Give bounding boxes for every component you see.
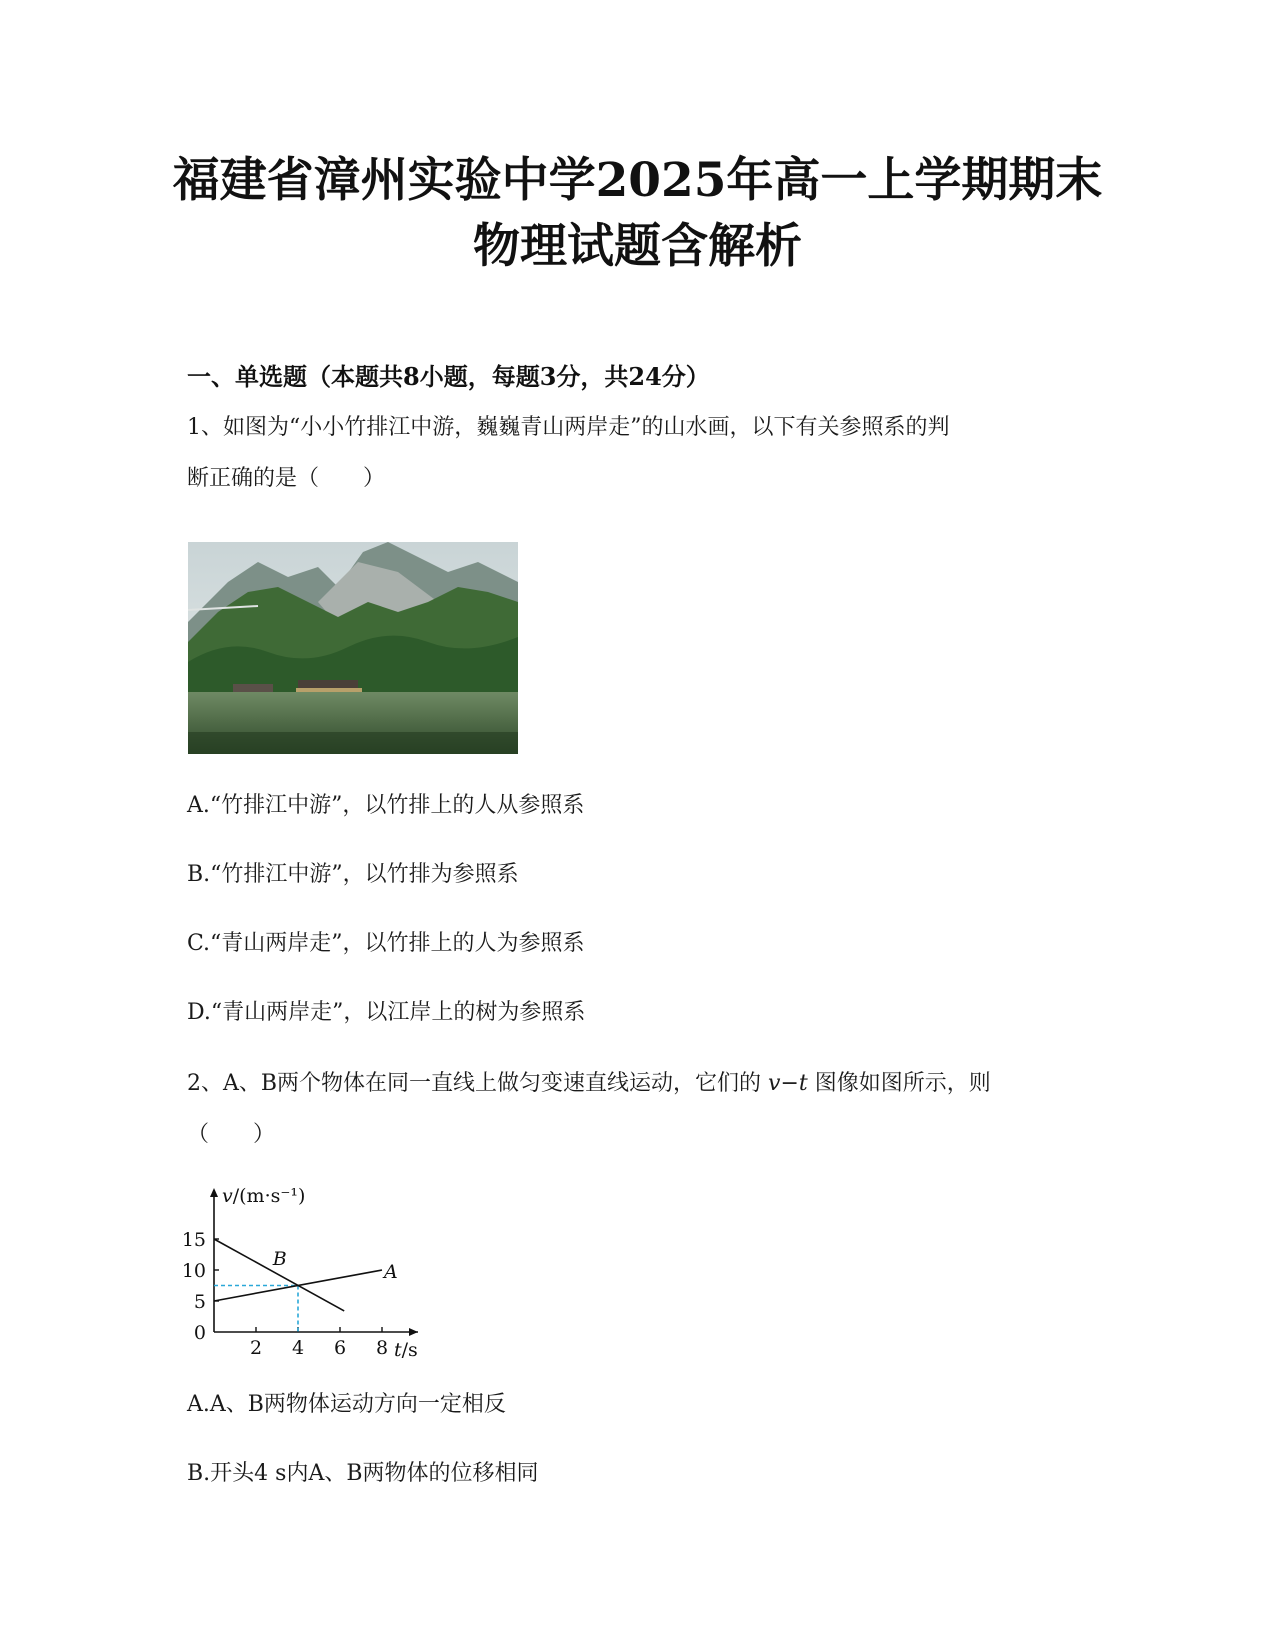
section-heading: 一、单选题（本题共8小题，每题3分，共24分） bbox=[187, 362, 710, 391]
x-axis-arrow bbox=[409, 1328, 418, 1336]
document-title bbox=[0, 148, 1275, 280]
title-line-1: 福建省漳州实验中学2025年高一上学期期末 bbox=[172, 153, 1103, 208]
question-1-option-c[interactable]: C.“青山两岸走”，以竹排上的人为参照系 bbox=[187, 931, 585, 956]
y-tick-label: 0 bbox=[193, 1322, 206, 1344]
y-tick-label: 15 bbox=[181, 1229, 206, 1251]
x-axis-label: t/s bbox=[394, 1339, 418, 1360]
question-2-option-b[interactable]: B.开头4 s内A、B两物体的位移相同 bbox=[187, 1461, 539, 1486]
series-label-b: B bbox=[272, 1248, 287, 1271]
question-1-option-a[interactable]: A.“竹排江中游”，以竹排上的人从参照系 bbox=[187, 793, 585, 818]
series-label-a: A bbox=[384, 1261, 398, 1283]
question-2-option-a[interactable]: A.A、B两物体运动方向一定相反 bbox=[187, 1392, 506, 1417]
x-tick-label: 8 bbox=[375, 1337, 389, 1359]
y-axis-arrow bbox=[210, 1188, 218, 1197]
question-1-line-1: 1、如图为“小小竹排江中游，巍巍青山两岸走”的山水画，以下有关参照系的判 bbox=[187, 415, 950, 440]
question-1-option-b[interactable]: B.“竹排江中游”，以竹排为参照系 bbox=[187, 862, 519, 887]
vt-label: v−t bbox=[768, 1071, 808, 1096]
landscape-photo bbox=[188, 542, 518, 754]
question-2-prefix: 2、A、B两个物体在同一直线上做匀变速直线运动，它们的 bbox=[187, 1071, 769, 1096]
question-2-line-2: （ ） bbox=[187, 1122, 276, 1147]
x-tick-label: 6 bbox=[333, 1337, 347, 1359]
vt-chart bbox=[180, 1180, 440, 1360]
question-2-line-1 bbox=[187, 1058, 1087, 1109]
chart-marks bbox=[214, 1239, 398, 1332]
x-tick-label: 2 bbox=[249, 1337, 263, 1359]
chart-axes bbox=[182, 1185, 418, 1360]
question-1-text bbox=[187, 402, 1087, 504]
title-line-2: 物理试题含解析 bbox=[473, 219, 802, 274]
question-2-text bbox=[187, 1058, 1087, 1160]
question-2-suffix: 图像如图所示，则 bbox=[807, 1071, 991, 1096]
y-tick-label: 10 bbox=[181, 1260, 206, 1282]
y-axis-label: v/(m·s⁻¹) bbox=[222, 1185, 306, 1207]
x-tick-label: 4 bbox=[291, 1337, 305, 1359]
y-tick-label: 5 bbox=[193, 1291, 206, 1313]
question-1-option-d[interactable]: D.“青山两岸走”，以江岸上的树为参照系 bbox=[187, 1000, 586, 1025]
question-1-line-2: 断正确的是（ ） bbox=[187, 466, 386, 491]
